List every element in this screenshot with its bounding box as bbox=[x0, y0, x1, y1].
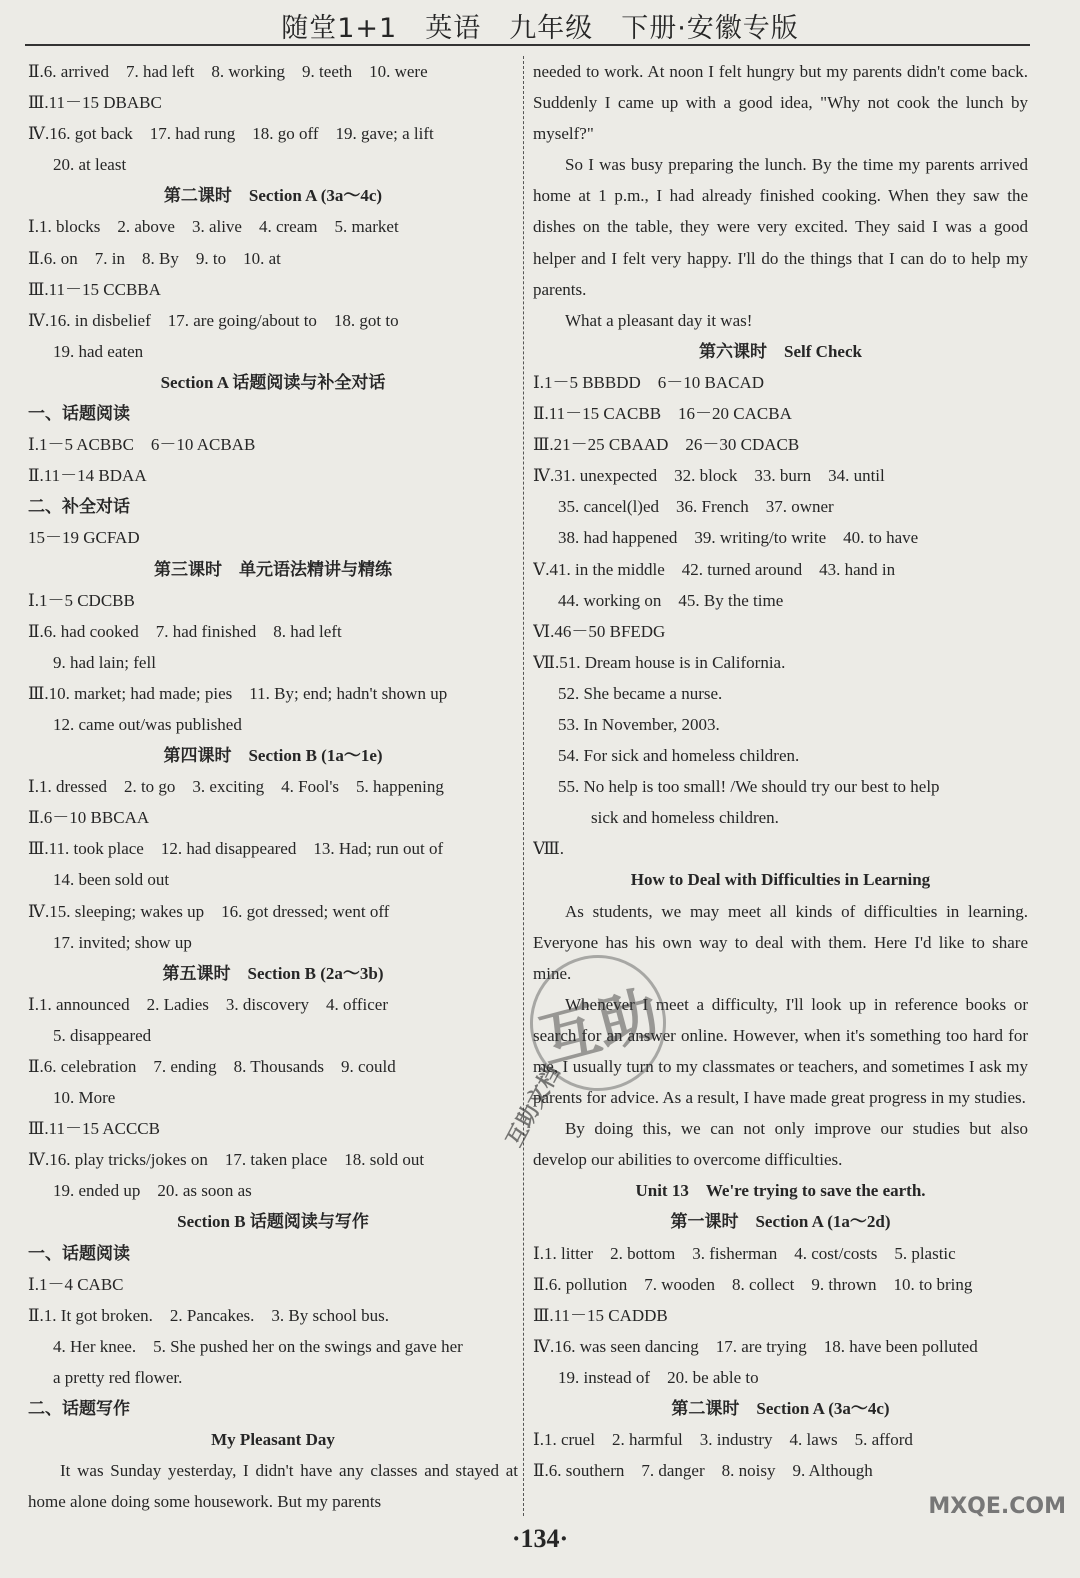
answer-line: Ⅴ.41. in the middle 42. turned around 43. hand in bbox=[533, 559, 896, 579]
answer-line: Ⅳ.31. unexpected 32. block 33. burn 34. until bbox=[533, 466, 885, 486]
answer-line: Ⅱ.1. It got broken. 2. Pancakes. 3. By school bus. bbox=[28, 1305, 389, 1325]
self-check-answers bbox=[533, 336, 1028, 896]
essay-my-pleasant-day: It was Sunday yesterday, I didn't have any classes and stayed at home alone doing some housework. But my parents bbox=[28, 1461, 518, 1512]
stamp-glyph: 互助 bbox=[532, 978, 667, 1078]
essay-paragraph: So I was busy preparing the lunch. By the time my parents arrived home at 1 p.m., I had already finished cooking. When they saw the dishes on the table, they were very excited. They said I was a good helper and I felt very happy. I'll do the things that I can do to help my parents. bbox=[533, 155, 1028, 299]
answer-line: Ⅲ.21－25 CBAAD 26－30 CDACB bbox=[533, 435, 800, 455]
essay-paragraph: Whenever I meet a difficulty, I'll look up in reference books or search for an answer online. However, when it's something too hard for me, I usually turn to my classmates or teachers, and sometimes I ask my parents for advice. As a result, I have made great progress in my studies. bbox=[533, 994, 1028, 1108]
section-heading: 第二课时 Section A (3a～4c) bbox=[163, 186, 383, 206]
answer-line: Ⅱ.6. pollution 7. wooden 8. collect 9. thrown 10. to bring bbox=[533, 1274, 973, 1294]
section-heading: Section A 话题阅读与补全对话 bbox=[160, 372, 386, 392]
essay-paragraph: By doing this, we can not only improve our studies but also develop our abilities to overcome difficulties. bbox=[533, 1119, 1028, 1170]
watermark: MXQE.COM bbox=[928, 1494, 1066, 1519]
answer-line: 10. More bbox=[53, 1088, 116, 1108]
answer-line: Ⅱ.11－15 CACBB 16－20 CACBA bbox=[533, 404, 792, 424]
answer-line: Ⅱ.6. arrived 7. had left 8. working 9. teeth 10. were bbox=[28, 62, 428, 81]
answer-line: 35. cancel(l)ed 36. French 37. owner bbox=[558, 497, 834, 517]
answer-line: Ⅲ.11－15 ACCCB bbox=[28, 1119, 160, 1139]
right-column bbox=[533, 56, 1028, 1486]
answer-line: Ⅰ.1. cruel 2. harmful 3. industry 4. laws 5. afford bbox=[533, 1430, 913, 1450]
answer-line: Ⅳ.16. play tricks/jokes on 17. taken place 18. sold out bbox=[28, 1150, 425, 1170]
section-heading: My Pleasant Day bbox=[211, 1430, 335, 1450]
answer-line: Ⅶ.51. Dream house is in California. bbox=[533, 652, 786, 672]
answer-line: Ⅰ.1－5 CDCBB bbox=[28, 590, 135, 610]
section-heading: 第一课时 Section A (1a～2d) bbox=[670, 1212, 891, 1232]
section-heading: 第二课时 Section A (3a～4c) bbox=[671, 1399, 890, 1419]
column-divider bbox=[523, 56, 524, 1516]
answer-line: 一、话题阅读 bbox=[28, 1243, 130, 1263]
answer-line: 52. She became a nurse. bbox=[558, 683, 723, 703]
section-heading: How to Deal with Difficulties in Learning bbox=[630, 870, 931, 890]
answer-line: 53. In November, 2003. bbox=[558, 714, 720, 734]
answer-line: 19. ended up 20. as soon as bbox=[53, 1181, 252, 1201]
answer-line: Ⅵ.46－50 BFEDG bbox=[533, 621, 666, 641]
answer-line: 5. disappeared bbox=[53, 1025, 152, 1045]
answer-line: 55. No help is too small! /We should try our best to help bbox=[558, 777, 940, 797]
answer-line: Ⅰ.1. blocks 2. above 3. alive 4. cream 5. market bbox=[28, 217, 399, 237]
essay-my-pleasant-day-cont: needed to work. At noon I felt hungry but my parents didn't come back. Suddenly I came up with a good idea, "Why not cook the lunch by myself?" bbox=[533, 62, 1028, 144]
answer-line: a pretty red flower. bbox=[53, 1367, 183, 1387]
stamp-caption: 互助文档 bbox=[502, 1061, 566, 1152]
answer-line: Ⅳ.16. in disbelief 17. are going/about to 18. got to bbox=[28, 310, 399, 330]
answer-line: Ⅲ.10. market; had made; pies 11. By; end; hadn't shown up bbox=[28, 683, 448, 703]
section-heading: 第五课时 Section B (2a～3b) bbox=[162, 963, 384, 983]
answer-line: 38. had happened 39. writing/to write 40. to have bbox=[558, 528, 919, 548]
answer-line: Ⅱ.6－10 BBCAA bbox=[28, 808, 150, 828]
answer-line: sick and homeless children. bbox=[591, 808, 779, 828]
answer-line: 54. For sick and homeless children. bbox=[558, 746, 800, 766]
answer-line: Ⅰ.1－5 ACBBC 6－10 ACBAB bbox=[28, 435, 256, 455]
answer-line: Ⅱ.6. southern 7. danger 8. noisy 9. Although bbox=[533, 1461, 873, 1481]
page-header bbox=[0, 0, 1080, 46]
answer-line: Ⅷ. bbox=[533, 839, 565, 859]
section-heading: 第六课时 Self Check bbox=[699, 341, 862, 361]
section-heading: Unit 13 We're trying to save the earth. bbox=[635, 1181, 926, 1201]
answer-line: 一、话题阅读 bbox=[28, 404, 130, 424]
answer-line: Ⅰ.1－5 BBBDD 6－10 BACAD bbox=[533, 372, 765, 392]
answer-line: 15－19 GCFAD bbox=[28, 528, 140, 548]
answer-line: Ⅱ.11－14 BDAA bbox=[28, 466, 147, 486]
answer-line: 19. had eaten bbox=[53, 341, 144, 361]
answer-line: 19. instead of 20. be able to bbox=[558, 1367, 759, 1387]
answer-line: Ⅱ.6. on 7. in 8. By 9. to 10. at bbox=[28, 248, 281, 268]
book-title: 随堂1+1 英语 九年级 下册·安徽专版 bbox=[281, 13, 799, 44]
answer-line: 二、补全对话 bbox=[28, 497, 130, 517]
essay-paragraph: What a pleasant day it was! bbox=[565, 310, 753, 330]
answer-line: Ⅲ.11. took place 12. had disappeared 13. Had; run out of bbox=[28, 839, 444, 859]
essay-paragraph: As students, we may meet all kinds of difficulties in learning. Everyone has his own way to deal with them. Here I'd like to share mine. bbox=[533, 901, 1028, 983]
answer-line: Ⅲ.11－15 CADDB bbox=[533, 1305, 668, 1325]
page-number: ·134· bbox=[511, 1524, 569, 1553]
unit13-answers bbox=[533, 1175, 1028, 1486]
section-heading: 第四课时 Section B (1a～1e) bbox=[163, 746, 383, 766]
answer-line: Ⅳ.16. was seen dancing 17. are trying 18. have been polluted bbox=[533, 1336, 978, 1356]
answer-line: 44. working on 45. By the time bbox=[558, 590, 784, 610]
answer-line: Ⅲ.11－15 CCBBA bbox=[28, 279, 161, 299]
answer-line: 9. had lain; fell bbox=[53, 652, 156, 672]
answer-line: Ⅰ.1－4 CABC bbox=[28, 1274, 124, 1294]
answer-line: 20. at least bbox=[53, 155, 127, 175]
answer-line: 17. invited; show up bbox=[53, 932, 192, 952]
header-rule bbox=[25, 44, 1030, 46]
answer-line: Ⅳ.16. got back 17. had rung 18. go off 19. gave; a lift bbox=[28, 124, 434, 144]
answer-line: 14. been sold out bbox=[53, 870, 170, 890]
left-column bbox=[28, 56, 518, 1517]
answer-line: 12. came out/was published bbox=[53, 714, 242, 734]
section-heading: Section B 话题阅读与写作 bbox=[177, 1212, 369, 1232]
answer-line: Ⅲ.11－15 DBABC bbox=[28, 93, 162, 113]
answer-line: 二、话题写作 bbox=[28, 1399, 130, 1419]
answer-line: Ⅳ.15. sleeping; wakes up 16. got dressed; went off bbox=[28, 901, 390, 921]
answer-line: Ⅱ.6. had cooked 7. had finished 8. had left bbox=[28, 621, 342, 641]
answer-line: Ⅱ.6. celebration 7. ending 8. Thousands 9. could bbox=[28, 1057, 396, 1076]
answer-line: Ⅰ.1. litter 2. bottom 3. fisherman 4. cost/costs 5. plastic bbox=[533, 1243, 956, 1263]
answer-line: Ⅰ.1. announced 2. Ladies 3. discovery 4. officer bbox=[28, 994, 388, 1014]
section-heading: 第三课时 单元语法精讲与精练 bbox=[154, 559, 392, 579]
answer-line: 4. Her knee. 5. She pushed her on the swings and gave her bbox=[53, 1336, 463, 1356]
answer-line: Ⅰ.1. dressed 2. to go 3. exciting 4. Fool's 5. happening bbox=[28, 777, 444, 797]
